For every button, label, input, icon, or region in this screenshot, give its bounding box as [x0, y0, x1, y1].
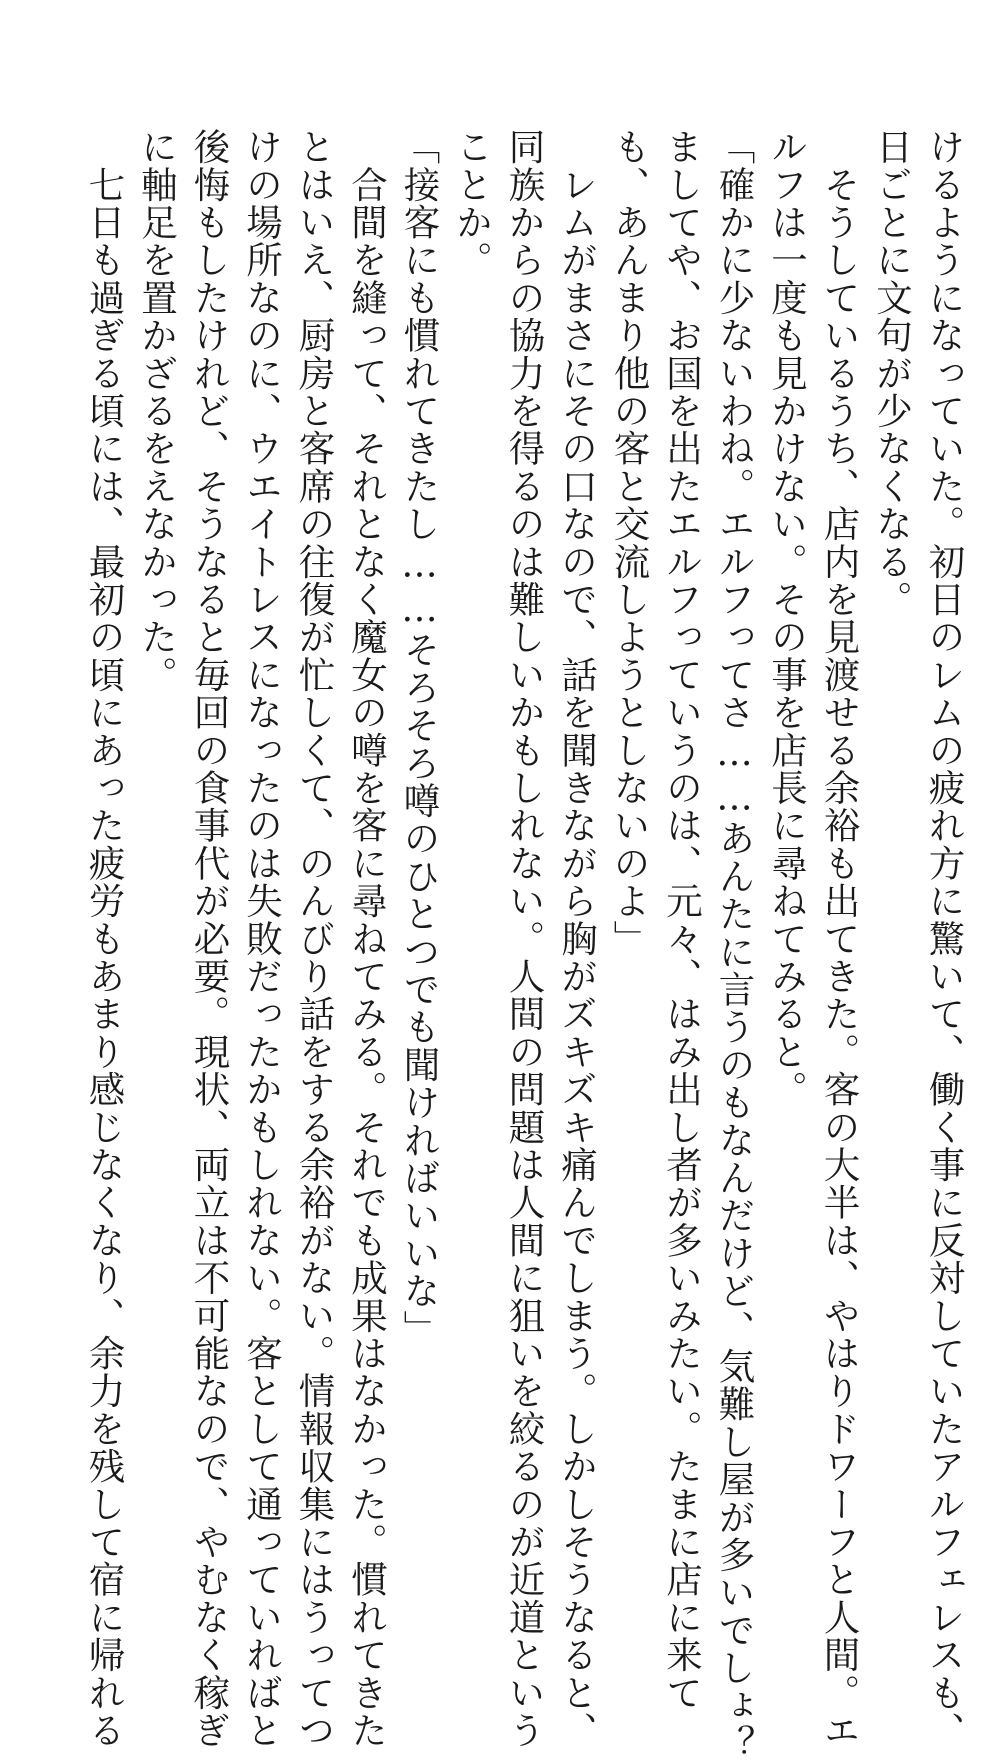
text-line: 後悔もしたけれど、そうなると毎回の食事代が必要。現状、両立は不可能なので、やむなく稼ぎ [188, 128, 231, 1750]
text-line: とはいえ、厨房と客席の往復が忙しくて、のんびり話をする余裕がない。情報収集にはうってつ [293, 128, 336, 1750]
text-line: 合間を縫って、それとなく魔女の噂を客に尋ねてみる。それでも成果はなかった。慣れてきた [345, 128, 389, 1750]
text-line: も、あんまり他の客と交流しようとしないのよ」 [608, 128, 651, 958]
text-line: けるようになっていた。初日のレムの疲れ方に驚いて、働く事に反対していたアルフェレスも、 [923, 128, 966, 1750]
vertical-text-body [30, 128, 970, 1762]
text-line: 同族からの協力を得るのは難しいかもしれない。人間の問題は人間に狙いを絞るのが近道という [503, 128, 546, 1750]
text-line: 「確かに少ないわね。エルフってさ……あんたに言うのもなんだけど、気難し屋が多いでしょ？ [713, 128, 756, 1762]
text-line: レムがまさにその口なので、話を聞きながら胸がズキズキ痛んでしまう。しかしそうなると、 [555, 128, 599, 1750]
text-line: 「接客にも慣れてきたし……そろそろ噂のひとつでも聞ければいいな」 [398, 128, 441, 1348]
text-line: 日ごとに文句が少なくなる。 [870, 128, 914, 619]
text-line: けの場所なのに、ウエイトレスになったのは失敗だったかもしれない。客として通っていればと [240, 128, 284, 1750]
text-line: ましてや、お国を出たエルフっていうのは、元々、はみ出し者が多いみたい。たまに店に来て [660, 128, 704, 1712]
text-line: ルフは一度も見かけない。その事を店長に尋ねてみると。 [765, 128, 809, 1109]
text-line: そうしているうち、店内を見渡せる余裕も出てきた。客の大半は、やはりドワーフと人間。エ [818, 128, 861, 1750]
text-line: 七日も過ぎる頃には、最初の頃にあった疲労もあまり感じなくなり、余力を残して宿に帰れる [83, 128, 126, 1750]
text-line: ことか。 [450, 128, 494, 279]
text-line: に軸足を置かざるをえなかった。 [135, 128, 179, 694]
